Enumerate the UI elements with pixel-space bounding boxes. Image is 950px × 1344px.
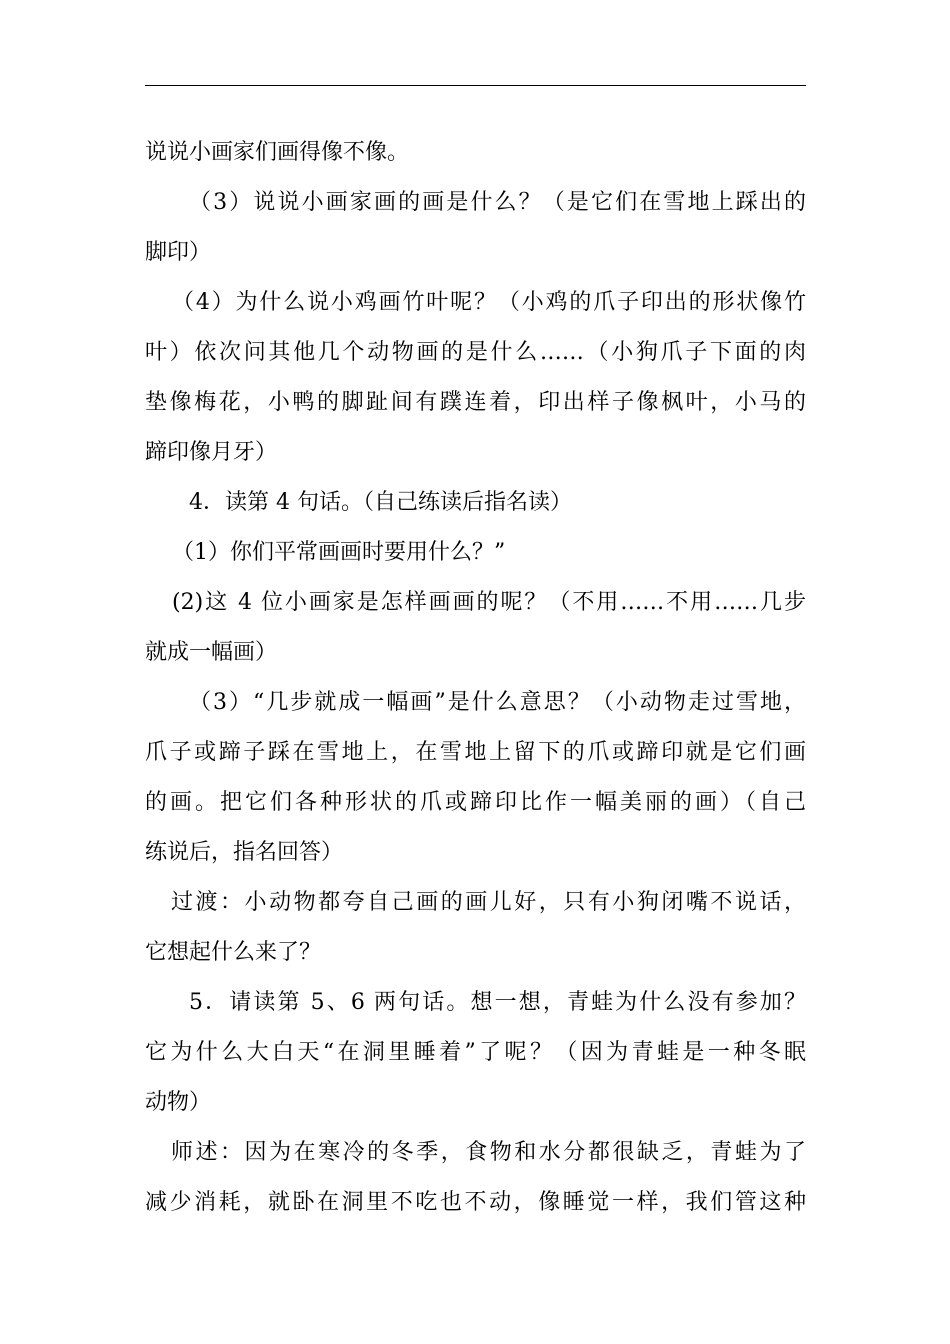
text-line: 它为什么大白天“在洞里睡着”了呢？（因为青蛙是一种冬眠 [145,1040,806,1065]
text-line: 5．请读第 5、6 两句话。想一想，青蛙为什么没有参加？ [189,990,806,1015]
text-line: （4）为什么说小鸡画竹叶呢？（小鸡的爪子印出的形状像竹 [172,290,806,315]
text-line: （1）你们平常画画时要用什么？” [172,540,506,565]
header-rule [145,85,806,86]
text-line: 动物） [145,1090,212,1115]
text-line: （3）说说小画家画的画是什么？（是它们在雪地上踩出的 [189,190,806,215]
text-line: 过渡：小动物都夸自己画的画儿好，只有小狗闭嘴不说话， [171,890,806,915]
text-line: 师述：因为在寒冷的冬季，食物和水分都很缺乏，青蛙为了 [171,1140,806,1165]
text-line: 它想起什么来了？ [145,940,322,965]
text-line: 脚印） [145,240,212,265]
text-line: 练说后，指名回答） [145,840,344,865]
text-line: 叶）依次问其他几个动物画的是什么……（小狗爪子下面的肉 [145,340,806,365]
text-line: 爪子或蹄子踩在雪地上，在雪地上留下的爪或蹄印就是它们画 [145,740,806,765]
text-line: (2)这 4 位小画家是怎样画画的呢？（不用……不用……几步 [172,590,806,615]
text-line: （3）“几步就成一幅画”是什么意思？（小动物走过雪地， [189,690,806,715]
body-text [145,128,806,1228]
text-line: 的画。把它们各种形状的爪或蹄印比作一幅美丽的画）（自己 [145,790,806,815]
text-line: 就成一幅画） [145,640,278,665]
text-line: 4．读第 4 句话。（自己练读后指名读） [189,490,572,515]
text-line: 垫像梅花，小鸭的脚趾间有蹼连着，印出样子像枫叶，小马的 [145,390,806,415]
text-line: 减少消耗，就卧在洞里不吃也不动，像睡觉一样，我们管这种 [145,1190,806,1215]
text-line: 说说小画家们画得像不像。 [145,140,410,165]
text-line: 蹄印像月牙） [145,440,278,465]
